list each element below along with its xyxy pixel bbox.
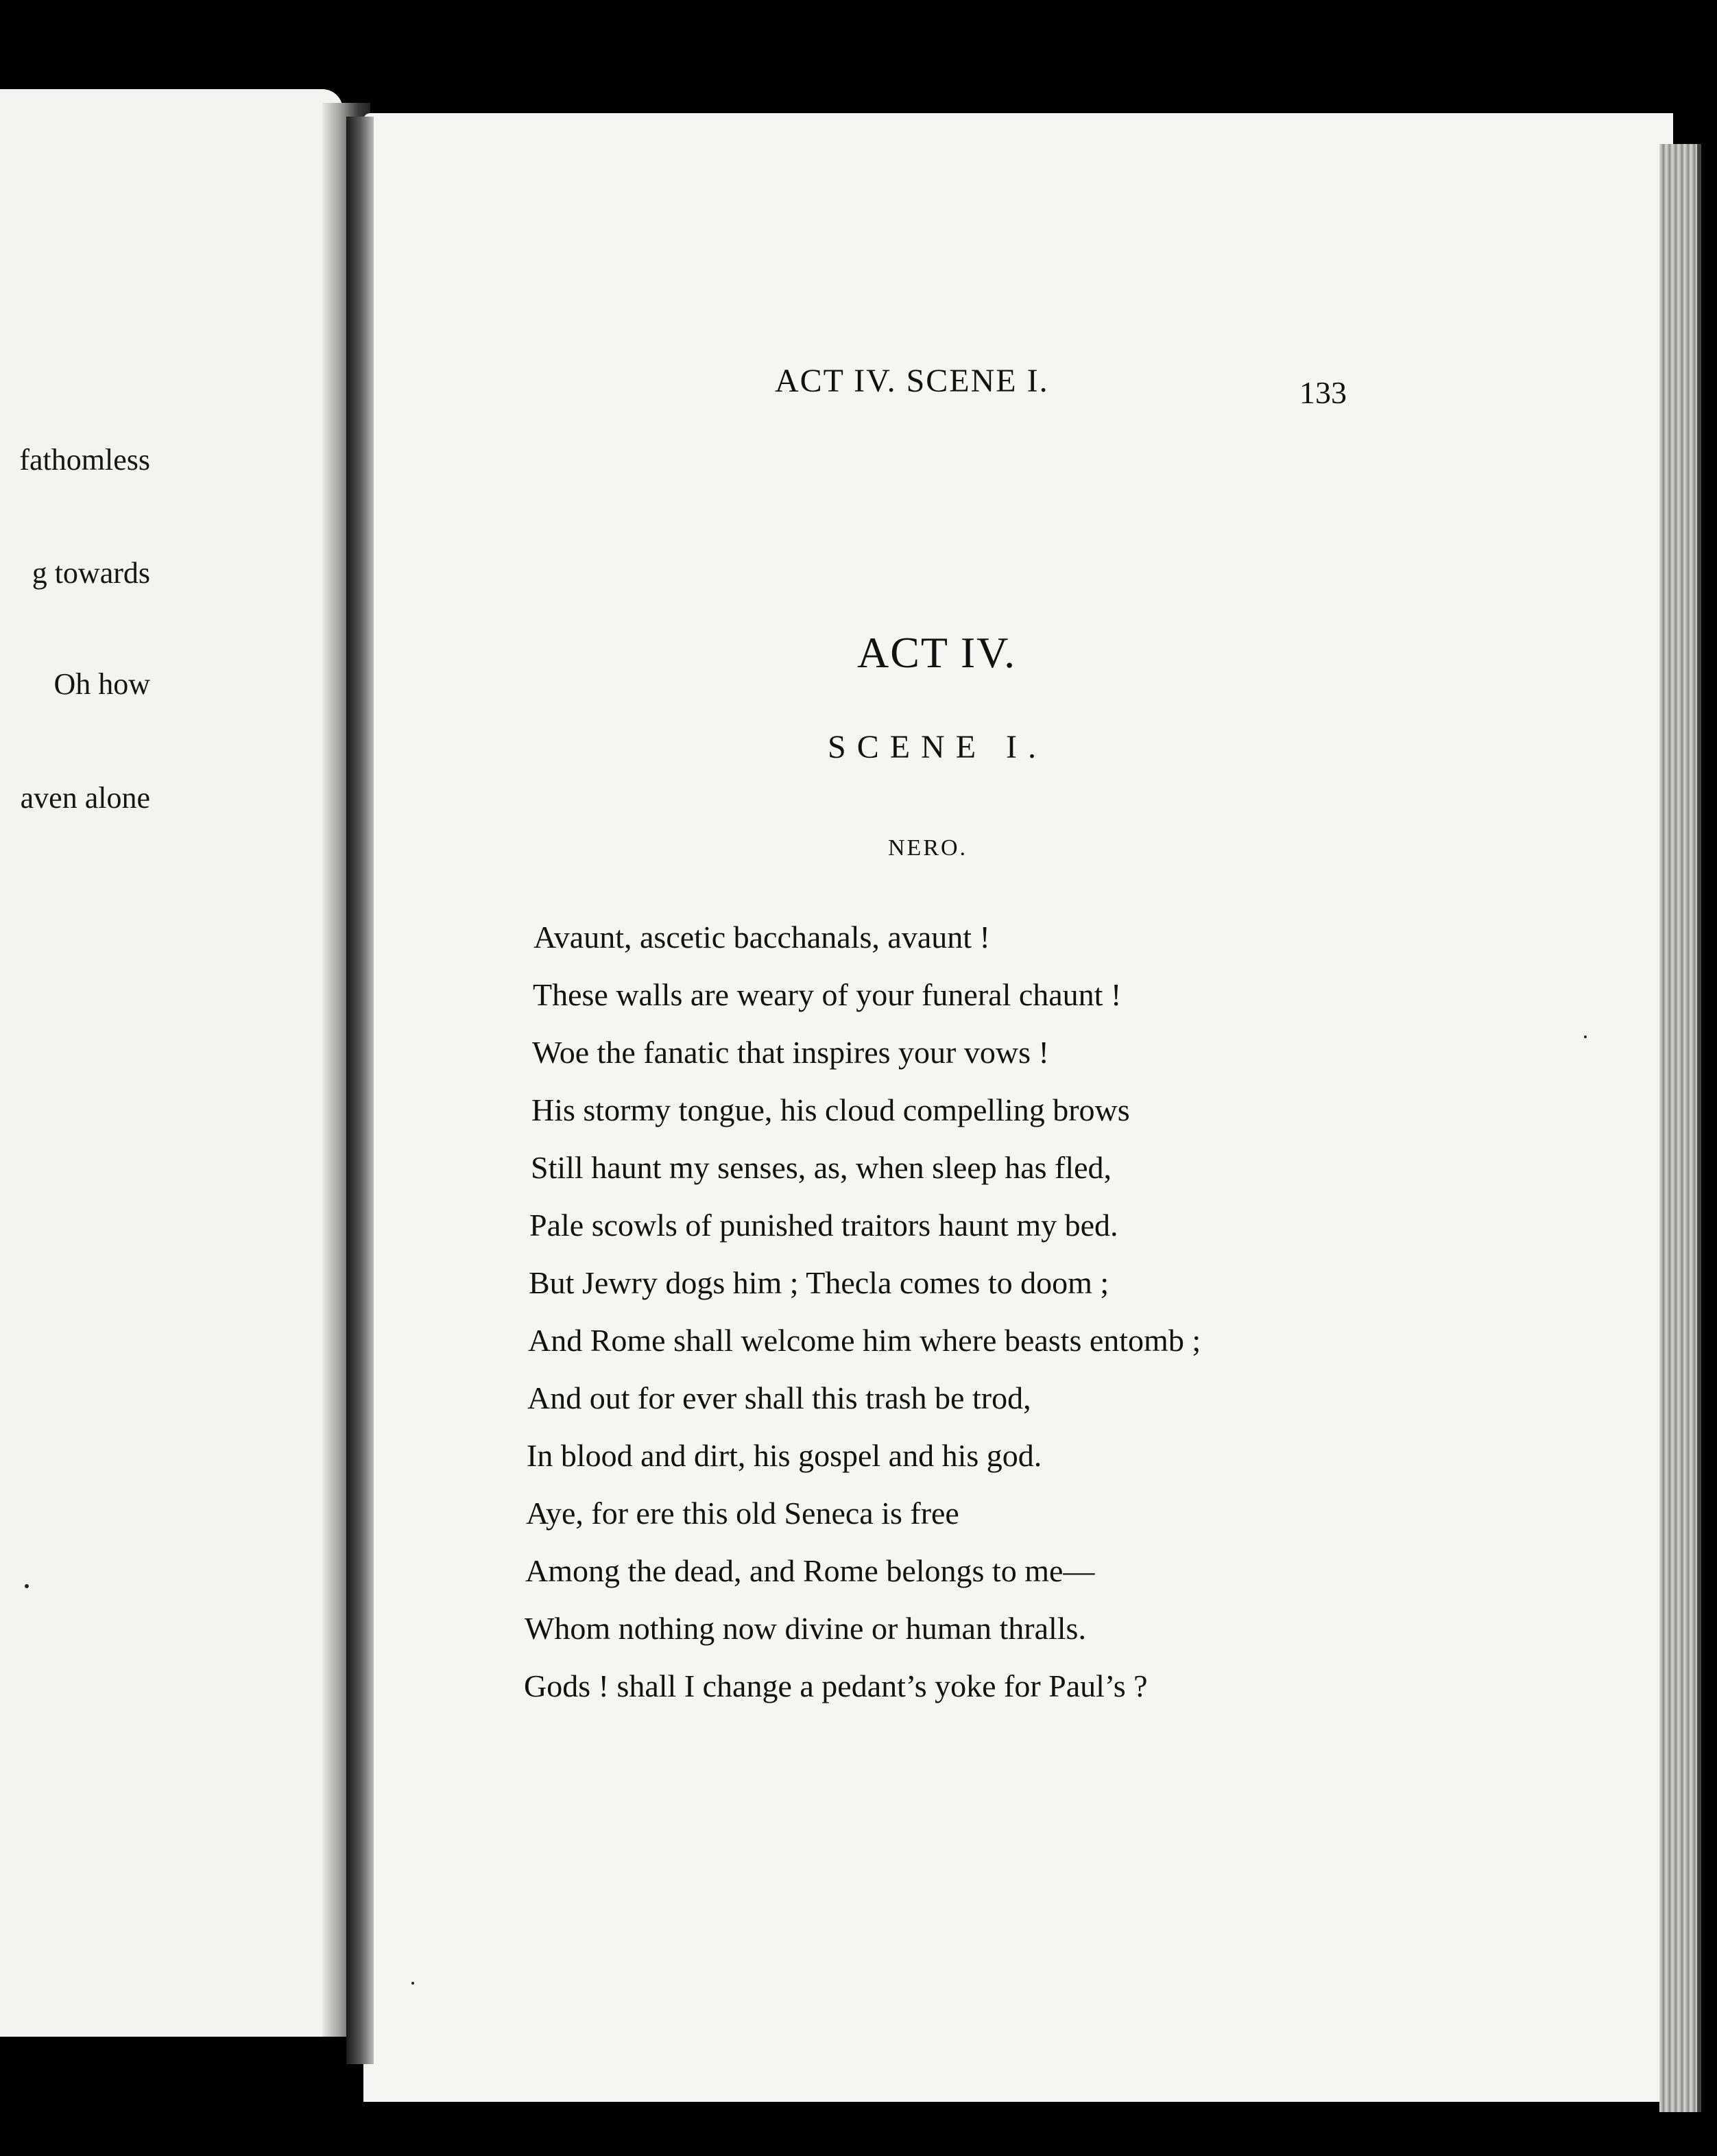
scan-speck <box>411 1982 414 1985</box>
spine-shadow <box>346 117 374 2064</box>
verse-line: Among the dead, and Rome belongs to me— <box>525 1553 1095 1588</box>
verse-line: Woe the fanatic that inspires your vows ! <box>532 1035 1049 1070</box>
left-page-line: fathomless <box>19 443 150 477</box>
verse-line: Whom nothing now divine or human thralls. <box>525 1611 1086 1646</box>
act-title: ACT IV. <box>857 628 1017 677</box>
left-page-line: aven alone <box>20 781 150 815</box>
left-page <box>0 89 343 2037</box>
verse-line: Pale scowls of punished traitors haunt my bed. <box>529 1208 1118 1243</box>
verse-line: Still haunt my senses, as, when sleep has fled, <box>531 1150 1112 1185</box>
verse-line: Avaunt, ascetic bacchanals, avaunt ! <box>533 920 990 955</box>
verse-line: In blood and dirt, his gospel and his god. <box>527 1438 1042 1473</box>
verse-line: And out for ever shall this trash be trod, <box>527 1380 1031 1415</box>
scan-speck <box>1584 1035 1587 1038</box>
verse-line: And Rome shall welcome him where beasts entomb ; <box>528 1323 1201 1358</box>
verse-line: But Jewry dogs him ; Thecla comes to doom ; <box>529 1265 1109 1300</box>
page-edges <box>1659 144 1701 2112</box>
verse-line: Gods ! shall I change a pedant’s yoke for Paul’s ? <box>524 1668 1148 1703</box>
page-number: 133 <box>1299 375 1347 410</box>
scan-speck <box>25 1584 29 1588</box>
verse-line: Aye, for ere this old Seneca is free <box>526 1496 959 1531</box>
running-head: ACT IV. SCENE I. <box>775 363 1049 399</box>
verse-line: These walls are weary of your funeral chaunt ! <box>533 977 1122 1012</box>
verse-line: His stormy tongue, his cloud compelling brows <box>531 1092 1130 1127</box>
speaker-name: NERO. <box>888 835 968 861</box>
scene-title: SCENE I. <box>828 729 1047 765</box>
left-page-line: g towards <box>32 556 150 590</box>
left-page-line: Oh how <box>53 667 150 701</box>
